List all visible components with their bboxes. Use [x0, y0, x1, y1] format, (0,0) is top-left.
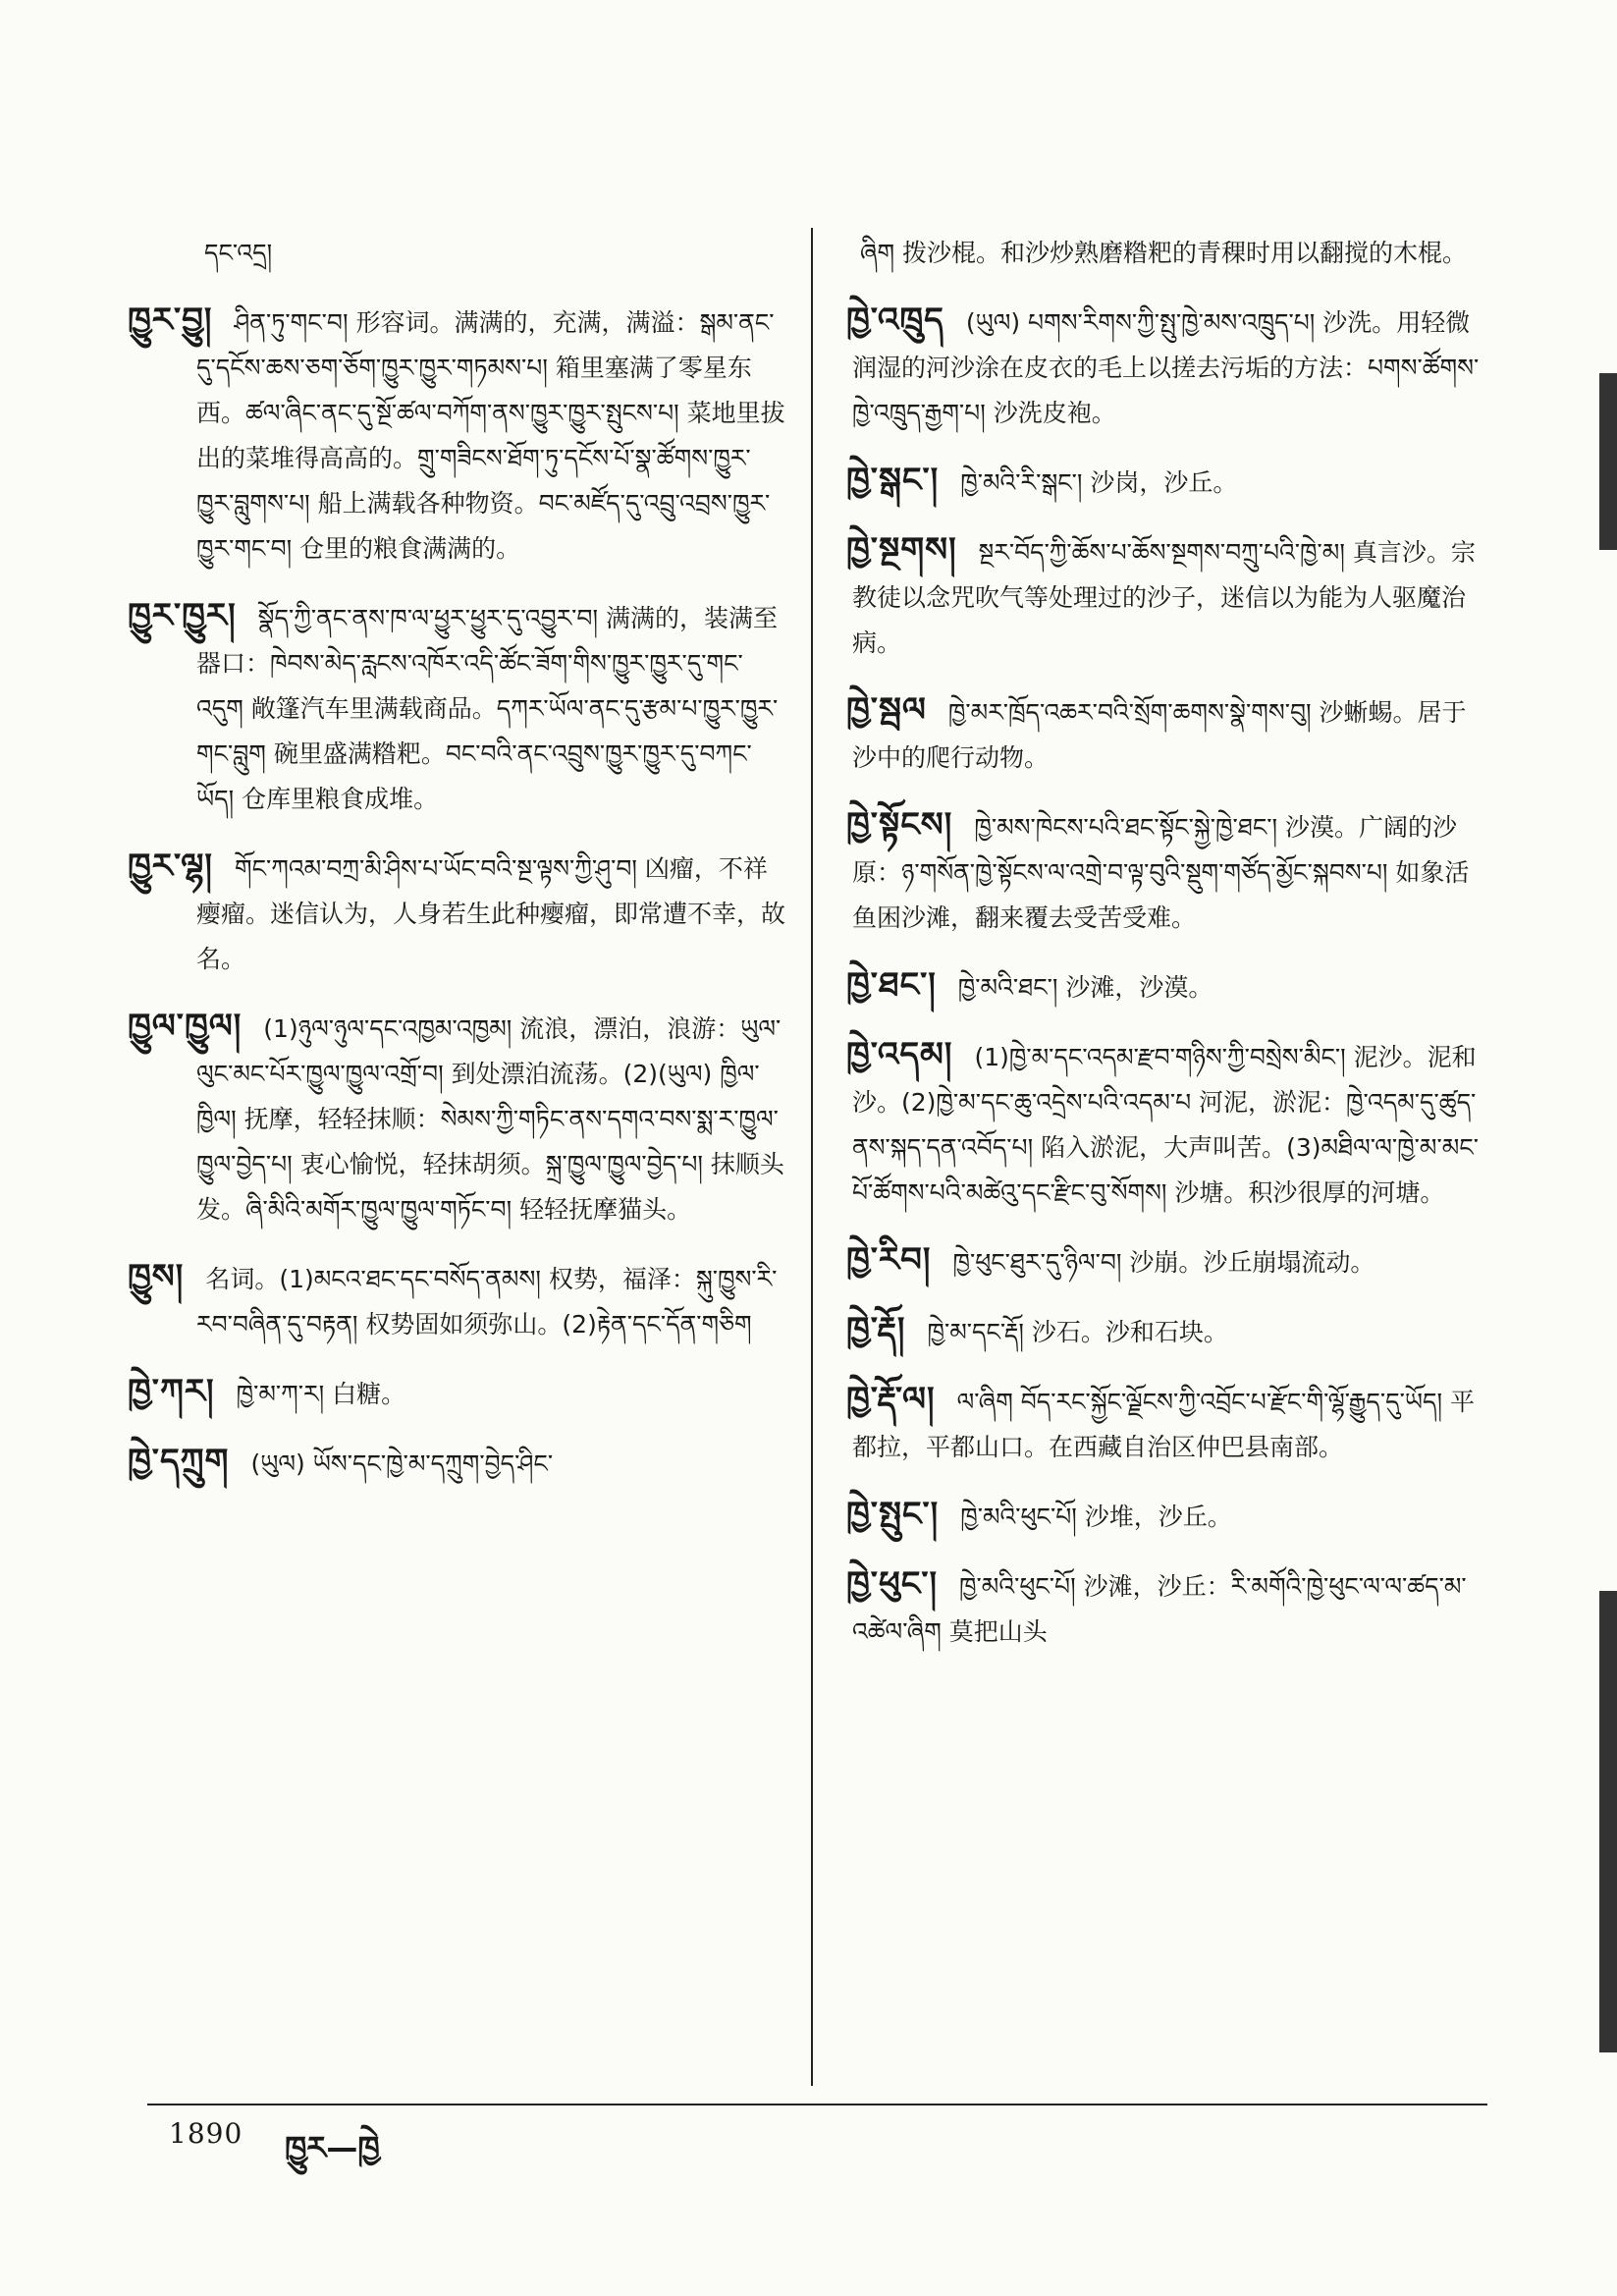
headword: ཁྱེ་འདམ།	[846, 1035, 953, 1074]
dictionary-entry	[846, 298, 1488, 436]
dictionary-entry	[128, 1439, 785, 1487]
definition: (1)ཁྱེ་མ་དང་འདམ་རྫབ་གཉིས་ཀྱི་བསྲེས་མིང་། 泥沙。泥和沙。(2)ཁྱེ་མ་དང་ཆུ་འདྲེས་པའི་འདམ་པ 河泥，淤泥：ཁྱེ་འདམ་དུ་ཚུད་ནས་སྐད་དན་འབོད་པ། 陷入淤泥，大声叫苦。(3)མཐིལ་ལ་ཁྱེ་མ་མང་པོ་ཚོགས་པའི་མཚེའུ་དང་རྫིང་བུ་སོགས། 沙塘。积沙很厚的河塘。	[852, 1043, 1479, 1207]
definition: ཁྱེ་མའི་ཕུང་པོ། 沙滩，沙丘：རི་མགོའི་ཁྱེ་ཕུང་ལ་ལ་ཚད་མ་འཚེལ་ཞིག 莫把山头	[852, 1572, 1467, 1646]
headword: ཁྱུར་ལྷ།	[128, 847, 213, 886]
headword: ཁྱེ་སྒང་།	[846, 461, 940, 500]
headword: ཁྱེ་རིབ།	[846, 1240, 932, 1280]
column-divider	[811, 228, 813, 2086]
dictionary-entry	[846, 802, 1488, 941]
scan-margin-mark	[1599, 373, 1617, 550]
headword: ཁྱེ་རྡོ།	[846, 1310, 906, 1349]
definition: སྣོད་ཀྱི་ནང་ནས་ཁ་ལ་ཕྱུར་ཕྱུར་དུ་འབྱུར་བ། 满满的，装满至器口：ཁེབས་མེད་རླངས་འཁོར་འདི་ཚོང་ཟོག་གིས་ཁྱུར་ཁྱུར་དུ་གང་འདུག 敞篷汽车里满载商品。དཀར་ཡོལ་ནང་དུ་རྩམ་པ་ཁྱུར་ཁྱུར་གང་བླུག 碗里盛满糌粑。བང་བའི་ནང་འབྲུས་ཁྱུར་ཁྱུར་དུ་བཀང་ཡོད། 仓库里粮食成堆。	[196, 604, 779, 813]
definition: ཁྱེ་མས་ཁེངས་པའི་ཐང་སྟོང་སྐྱེ་ཁྱེ་ཐང་། 沙漠。广阔的沙原：ཉ་གསོན་ཁྱེ་སྟོངས་ལ་འགྲེ་བ་ལྟ་བུའི་སྡུག་གཙོད་མྱོང་སྐབས་པ། 如象活鱼困沙滩，翻来覆去受苦受难。	[852, 813, 1470, 932]
headword: ཁྱེ་ཀར།	[128, 1372, 215, 1411]
dictionary-entry	[128, 1254, 785, 1347]
headword: ཁྱེ་སྟོངས།	[846, 805, 953, 845]
footer-rule	[147, 2104, 1487, 2105]
dictionary-entry	[128, 1004, 785, 1232]
dictionary-entry	[846, 1032, 1488, 1216]
dictionary-entry	[846, 1492, 1488, 1540]
dictionary-entry	[846, 458, 1488, 506]
definition: ལ་ཞིག བོད་རང་སྐྱོང་ལྗོངས་ཀྱི་འབྲོང་པ་རྫོང་གི་ལྷོ་རྒྱུད་དུ་ཡོད། 平都拉，平都山口。在西藏自治区仲巴县南部。	[852, 1388, 1475, 1461]
definition: (1)ཉུལ་ཉུལ་དང་འཁྱམ་འཁྱམ། 流浪，漂泊，浪游：ཡུལ་ལུང་མང་པོར་ཁྱུལ་ཁྱུལ་འགྲོ་བ། 到处漂泊流荡。(2)(ཡུལ) ཁྱིལ་ཁྱིལ། 抚摩，轻轻抹顺：སེམས་ཀྱི་གཏིང་ནས་དགའ་བས་སྨ་ར་ཁྱུལ་ཁྱུལ་བྱེད་པ། 衷心愉悦，轻抹胡须。སྐྲ་ཁྱུལ་ཁྱུལ་བྱེད་པ། 抹顺头发。ཞི་མིའི་མགོར་ཁྱུལ་ཁྱུལ་གཏོང་བ། 轻轻抚摩猫头。	[196, 1014, 784, 1224]
dictionary-entry	[846, 687, 1488, 781]
definition: ཁྱེ་མའི་རི་སྒང་། 沙岗，沙丘。	[960, 468, 1238, 497]
definition: ཁྱེ་མའི་ཕུང་པོ། 沙堆，沙丘。	[960, 1503, 1232, 1531]
dictionary-entry	[128, 844, 786, 982]
dictionary-entry	[846, 1377, 1488, 1470]
dictionary-entry	[128, 593, 785, 822]
left-column	[128, 231, 786, 1508]
dictionary-entry	[846, 1237, 1488, 1285]
dictionary-entry	[846, 1561, 1488, 1655]
running-head: ཁྱུར—ཁྱེ	[285, 2129, 380, 2166]
dictionary-entry	[128, 1369, 785, 1417]
headword: ཁྱེ་རྡོ་ལ།	[846, 1380, 936, 1419]
headword: ཁྱེ་ཕུང་།	[846, 1564, 939, 1604]
scan-margin-mark	[1599, 1591, 1617, 2052]
definition: ཁྱེ་མ་དང་རྡོ། 沙石。沙和石块。	[927, 1318, 1228, 1346]
headword: ཁྱེ་སྦལ	[846, 690, 927, 730]
definition: གོང་ཀའམ་བཀྲ་མི་ཤིས་པ་ཡོང་བའི་སྔ་ལྟས་ཀྱི་ཤུ་བ། 凶瘤，不祥瘿瘤。迷信认为，人身若生此种瘿瘤，即常遭不幸，故名。	[196, 854, 786, 973]
headword: ཁྱུར་བྱུ།	[128, 301, 213, 340]
headword: ཁྱེ་འཁྲུད	[846, 301, 944, 340]
headword: ཁྱེ་དཀྲུག	[128, 1442, 230, 1481]
headword: ཁྱེ་ཐང་།	[846, 965, 937, 1005]
definition: ཁྱེ་མར་ཁྲོད་འཆར་བའི་སྲོག་ཆགས་སྣེ་གས་བུ། 沙蜥蜴。居于沙中的爬行动物。	[852, 698, 1467, 772]
dictionary-entry	[846, 1307, 1488, 1355]
definition: (ཡུལ) ཡོས་དང་ཁྱེ་མ་དཀྲུག་བྱེད་ཤིང་	[250, 1449, 554, 1478]
headword: ཁྱེ་སྤུང་།	[846, 1495, 940, 1534]
definition: སྔར་བོད་ཀྱི་ཆོས་པ་ཆོས་སྔགས་བཀྲུ་པའི་ཁྱེ་མ། 真言沙。宗教徒以念咒吹气等处理过的沙子，迷信以为能为人驱魔治病。	[852, 538, 1476, 657]
page-number: 1890	[169, 2117, 243, 2150]
continuation-text: ཞིག 拨沙棍。和沙炒熟磨糌粑的青稞时用以翻搅的木棍。	[860, 239, 1468, 267]
definition: ཁྱེ་ཕུང་ཐུར་དུ་ཉིལ་བ། 沙崩。沙丘崩塌流动。	[952, 1248, 1375, 1277]
definition: ཤིན་ཏུ་གང་བ། 形容词。满满的，充满，满溢：སྒམ་ནང་དུ་དངོས་ཆས་ཅག་ཅོག་ཁྱུར་ཁྱུར་གཏམས་པ། 箱里塞满了零星东西。ཚལ་ཞིང་ནང་དུ་སྔོ་ཚལ་བཀོག་ནས་ཁྱུར་ཁྱུར་སྤུངས་པ། 菜地里拔出的菜堆得高高的。གྲུ་གཟིངས་ཐོག་ཏུ་དངོས་པོ་སྣ་ཚོགས་ཁྱུར་ཁྱུར་བླུགས་པ། 船上满载各种物资。བང་མཛོད་དུ་འབྲུ་འབྲས་ཁྱུར་ཁྱུར་གང་བ། 仓里的粮食满满的。	[196, 308, 785, 563]
definition: ཁྱེ་མ་ཀ་ར། 白糖。	[236, 1380, 406, 1408]
definition: ཁྱེ་མའི་ཐང་། 沙滩，沙漠。	[957, 973, 1213, 1002]
headword: ཁྱུར་ཁྱུར།	[128, 596, 237, 635]
dictionary-entry	[846, 527, 1488, 666]
headword: ཁྱུལ་ཁྱུལ།	[128, 1007, 243, 1046]
definition: 名词。(1)མངའ་ཐང་དང་བསོད་ནམས། 权势，福泽：སྐུ་ཁྱུས་རི་རབ་བཞིན་དུ་བརྟན། 权势固如须弥山。(2)རྟེན་དང་དོན་གཅིག	[196, 1265, 778, 1339]
headword: ཁྱུས།	[128, 1257, 185, 1296]
definition: (ཡུལ) པགས་རིགས་ཀྱི་སྤུ་ཁྱེ་མས་འཁྲུད་པ། 沙洗。用轻微润湿的河沙涂在皮衣的毛上以搓去污垢的方法：པགས་ཚོགས་ཁྱེ་འཁྲུད་རྒྱག་པ། 沙洗皮袍。	[852, 308, 1480, 427]
continuation-text: དང་འདྲ།	[204, 239, 273, 267]
dictionary-entry	[846, 962, 1488, 1011]
dictionary-entry	[128, 298, 785, 572]
headword: ཁྱེ་སྔགས།	[846, 530, 957, 570]
right-column	[846, 231, 1488, 1676]
